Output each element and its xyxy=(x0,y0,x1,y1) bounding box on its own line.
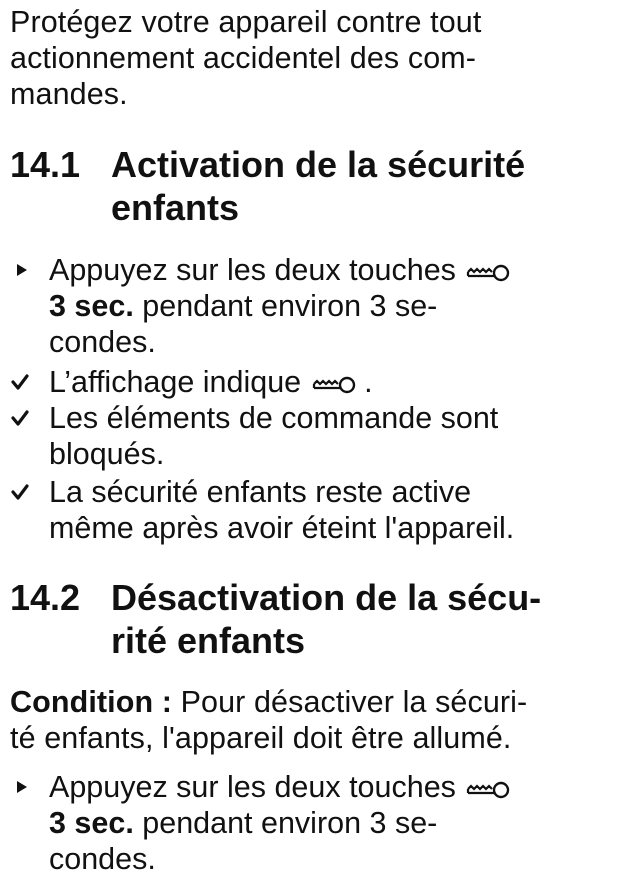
result-line xyxy=(49,364,373,400)
triangle-right-icon xyxy=(10,769,40,805)
intro-line: mandes. xyxy=(10,77,128,111)
instruction-line xyxy=(49,805,510,841)
intro-line: actionnement accidentel des com- xyxy=(10,41,477,75)
condition-line-text: Pour désactiver la sécuri- xyxy=(172,685,528,719)
instruction-line xyxy=(49,252,510,288)
triangle-right-icon xyxy=(10,252,40,288)
instruction-line xyxy=(49,769,510,805)
button-label: 3 sec. xyxy=(49,289,134,323)
result-text xyxy=(49,400,498,472)
instruction-line-text: pendant environ 3 se- xyxy=(133,806,438,840)
instruction-line-text: pendant environ 3 se- xyxy=(133,289,438,323)
condition-label: Condition : xyxy=(10,685,173,719)
key-icon xyxy=(466,778,510,800)
instruction-line: condes. xyxy=(49,325,156,359)
checkmark-icon xyxy=(10,400,40,436)
instruction-text xyxy=(49,769,510,877)
intro-line: Protégez votre appareil contre tout xyxy=(10,5,482,39)
key-icon xyxy=(312,373,356,395)
result-text xyxy=(49,364,373,400)
result-line: Les éléments de commande sont xyxy=(49,401,499,435)
result-line: bloqués. xyxy=(49,437,165,471)
section-number: 14.2 xyxy=(10,577,81,618)
condition-line xyxy=(10,684,610,720)
checkmark-icon xyxy=(10,474,40,510)
condition-paragraph xyxy=(10,684,610,756)
instruction-line xyxy=(49,288,510,324)
checkmark-icon xyxy=(10,364,40,400)
instruction-line: condes. xyxy=(49,842,156,876)
section-title xyxy=(111,576,541,662)
section-title-line: rité enfants xyxy=(111,620,306,661)
condition-line: té enfants, l'appareil doit être allumé. xyxy=(10,721,512,755)
intro-paragraph xyxy=(10,4,610,112)
result-line: même après avoir éteint l'appareil. xyxy=(49,511,515,545)
section-title-line: Activation de la sécurité xyxy=(111,144,526,185)
key-icon xyxy=(466,261,510,283)
button-label: 3 sec. xyxy=(49,806,134,840)
section-title-line: Désactivation de la sécu- xyxy=(111,577,542,618)
instruction-line-text: Appuyez sur les deux touches xyxy=(49,253,456,287)
section-title-line: enfants xyxy=(111,187,240,228)
section-title xyxy=(111,143,525,229)
instruction-text xyxy=(49,252,510,360)
result-line-text: . xyxy=(355,365,373,399)
result-line-text: L’affichage indique xyxy=(49,365,302,399)
section-number: 14.1 xyxy=(10,144,81,185)
result-line: La sécurité enfants reste active xyxy=(49,475,472,509)
result-text xyxy=(49,474,514,546)
instruction-line-text: Appuyez sur les deux touches xyxy=(49,770,456,804)
